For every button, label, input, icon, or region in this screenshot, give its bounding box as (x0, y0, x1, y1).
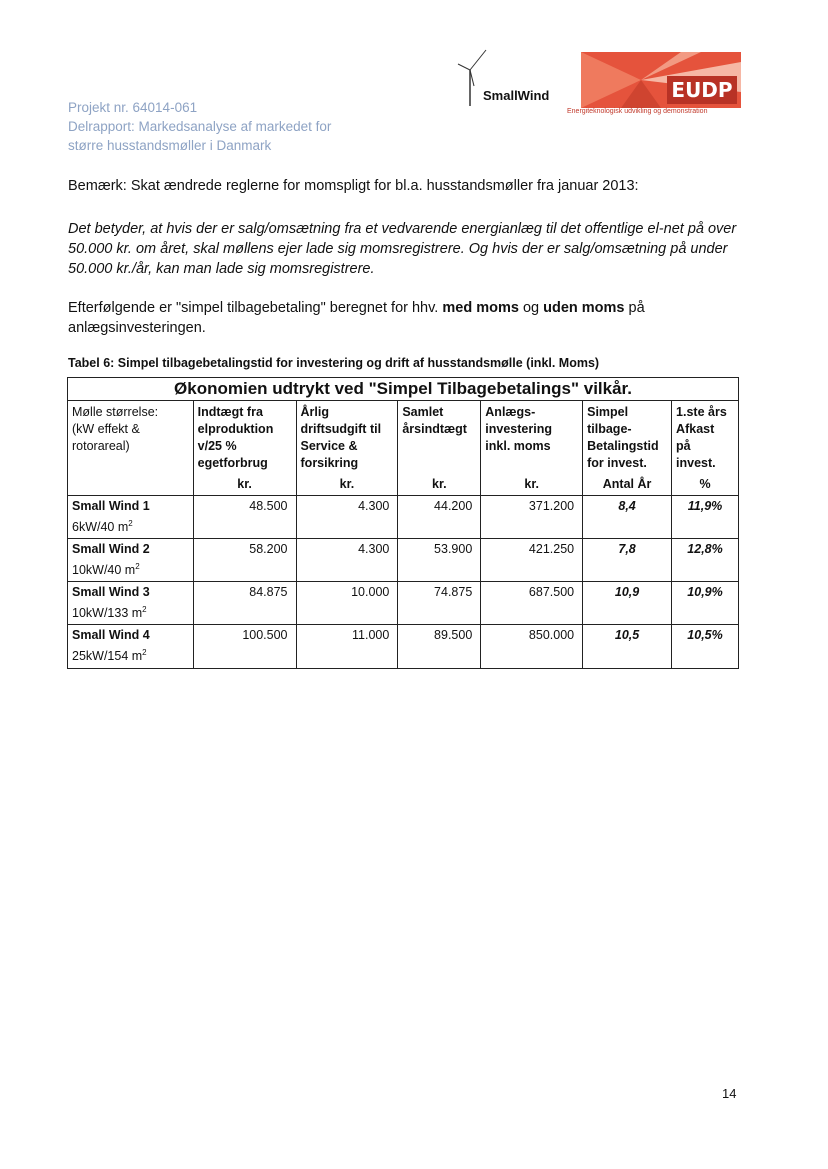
turbine-size-superscript: 2 (142, 648, 147, 658)
cost-cell: 11.000 (296, 625, 398, 668)
table-header-line: v/25 % (197, 439, 237, 453)
table-header-line: inkl. moms (485, 439, 551, 453)
investment-cell: 371.200 (481, 496, 583, 539)
table-header-line: tilbage- (587, 422, 632, 436)
table-caption: Tabel 6: Simpel tilbagebetalingstid for investering og drift af husstandsmølle (inkl. Moms) (68, 356, 600, 370)
table-header-line: Service & (300, 439, 358, 453)
table-header-cell (398, 401, 481, 496)
table-title: Økonomien udtrykt ved "Simpel Tilbagebetalings" vilkår. (68, 378, 739, 401)
total-income-cell: 44.200 (398, 496, 481, 539)
table-header-cell (672, 401, 739, 496)
calculation-note-with-vat: med moms (442, 300, 519, 316)
income-cell: 100.500 (193, 625, 296, 668)
table-title-row (68, 378, 739, 401)
turbine-size-cell (68, 625, 194, 668)
calculation-note-mid: og (518, 300, 544, 316)
table-header-cell (481, 401, 583, 496)
table-header-unit: kr. (432, 477, 447, 491)
calculation-note-without-vat: uden moms (543, 300, 625, 316)
cost-cell: 10.000 (296, 582, 398, 625)
document-header (68, 98, 331, 155)
turbine-size-superscript: 2 (135, 562, 140, 572)
turbine-size: 25kW/154 m (72, 649, 143, 664)
table-header-line: (kW effekt & (72, 422, 140, 436)
table-header-line: forsikring (300, 456, 359, 470)
report-title-line2: større husstandsmøller i Danmark (68, 138, 272, 153)
table-header-line: rotorareal) (72, 439, 130, 453)
turbine-name: Small Wind 4 (72, 628, 150, 643)
page-number: 14 (722, 1086, 737, 1101)
table-header-unit: kr. (339, 477, 355, 491)
table-header-line: Simpel (587, 405, 629, 419)
table-header-unit: kr. (237, 477, 252, 491)
payback-time-cell: 7,8 (583, 539, 672, 582)
table-header-line: Indtægt fra (197, 405, 263, 419)
table-header-line: 1.ste års (676, 405, 727, 419)
table-row (68, 496, 739, 539)
investment-cell: 421.250 (481, 539, 583, 582)
table-header-line: egetforbrug (197, 456, 268, 470)
table-header-line: Anlægs- (485, 405, 536, 419)
table-header-line: elproduktion (197, 422, 274, 436)
smallwind-logo-text: SmallWind (483, 88, 550, 103)
table-header-cell (68, 401, 194, 496)
table-header-cell (296, 401, 398, 496)
payback-time-cell: 10,5 (583, 625, 672, 668)
eudp-tagline: Energiteknologisk udvikling og demonstration (567, 108, 708, 115)
table-row (68, 539, 739, 582)
eudp-logo (567, 52, 741, 120)
eudp-logo-text: EUDP (671, 78, 733, 102)
turbine-name: Small Wind 1 (72, 499, 150, 513)
payback-time-cell: 10,9 (583, 582, 672, 625)
calculation-note-suffix: på anlægsinvesteringen. (68, 300, 645, 336)
turbine-size: 6kW/40 m (72, 520, 129, 535)
calculation-note (68, 298, 748, 338)
turbine-size-cell (68, 496, 194, 539)
table-header-line: Samlet (402, 405, 444, 419)
income-cell: 84.875 (193, 582, 296, 625)
table-header-line: driftsudgift til (300, 422, 382, 436)
turbine-size-cell (68, 582, 194, 625)
table-body (68, 496, 739, 669)
turbine-name: Small Wind 2 (72, 542, 150, 557)
table-header-row (68, 401, 739, 496)
total-income-cell: 53.900 (398, 539, 481, 582)
cost-cell: 4.300 (296, 496, 398, 539)
turbine-size-superscript: 2 (128, 519, 133, 528)
vat-note: Bemærk: Skat ændrede reglerne for momspligt for bl.a. husstandsmøller fra januar 2013: (68, 178, 639, 194)
table-header-cell (193, 401, 296, 496)
turbine-size-superscript: 2 (142, 605, 147, 615)
income-cell: 48.500 (193, 496, 296, 539)
project-number: Projekt nr. 64014-061 (68, 100, 198, 115)
eudp-logo-graphic (581, 52, 741, 108)
report-title-line1: Delrapport: Markedsanalyse af markedet for (68, 119, 332, 134)
table-row (68, 582, 739, 625)
cost-cell: 4.300 (296, 539, 398, 582)
table-header-line: Afkast (676, 422, 715, 436)
vat-explanation: Det betyder, at hvis der er salg/omsætning fra et vedvarende energianlæg til det offentlige el-net på over 50.000 kr. om året, skal møllens ejer lade sig momsregistrere. Og hvis der er salg/omsætning på under 50.000 kr./år, kan man lade sig momsregistrere. (68, 221, 737, 277)
smallwind-logo (456, 48, 566, 110)
table-header-line: invest. (676, 456, 716, 470)
total-income-cell: 89.500 (398, 625, 481, 668)
income-cell: 58.200 (193, 539, 296, 582)
investment-cell: 850.000 (481, 625, 583, 668)
table-header-line: investering (485, 422, 552, 436)
return-cell: 10,9% (672, 582, 739, 625)
table-header-line: for invest. (587, 456, 647, 470)
return-cell: 10,5% (672, 625, 739, 668)
table-header-line: Betalingstid (587, 439, 659, 453)
payback-time-cell: 8,4 (583, 496, 672, 539)
calculation-note-prefix: Efterfølgende er "simpel tilbagebetaling" beregnet for hhv. (68, 300, 443, 316)
table-header-unit: % (699, 477, 711, 491)
table-header-unit: kr. (524, 477, 539, 491)
table-header-line: årsindtægt (402, 422, 467, 436)
total-income-cell: 74.875 (398, 582, 481, 625)
table-header-cell (583, 401, 672, 496)
table-header-unit: Antal År (602, 477, 652, 491)
return-cell: 11,9% (672, 496, 739, 539)
table-header-line: Mølle størrelse: (72, 405, 159, 419)
turbine-size: 10kW/40 m (72, 563, 136, 578)
turbine-name: Small Wind 3 (72, 585, 150, 600)
investment-cell: 687.500 (481, 582, 583, 625)
table-header-line: Årlig (300, 405, 329, 419)
turbine-size: 10kW/133 m (72, 606, 143, 621)
table-row (68, 625, 739, 668)
table-header-line: på (676, 439, 691, 453)
return-cell: 12,8% (672, 539, 739, 582)
turbine-size-cell (68, 539, 194, 582)
payback-table (67, 377, 739, 669)
